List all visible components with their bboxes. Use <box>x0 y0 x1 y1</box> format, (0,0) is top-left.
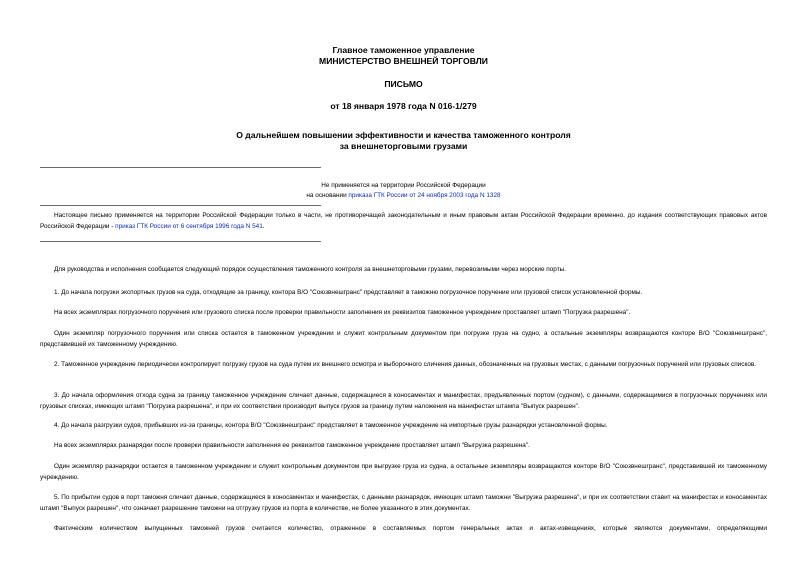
paragraph <box>40 461 767 483</box>
paragraph-text: 1. До начала погрузки экспортных грузов на суда, отходящие за границу, контора В/О "Союзвнешгранс" представляет в таможню погрузочное поручение или грузовой список установленной формы. <box>54 289 643 296</box>
document-type: ПИСЬМО <box>384 79 423 89</box>
separator-line <box>40 167 321 168</box>
document-date-number: от 18 января 1978 года N 016-1/279 <box>330 101 477 111</box>
applicability-note <box>40 210 767 232</box>
paragraph-text: На всех экземплярах погрузочного поручения или грузового списка после проверки правильности заполнения их реквизитов таможенное учреждение проставляет штамп "Погрузка разрешена". <box>54 309 631 316</box>
paragraph-text: Для руководства и исполнения сообщается следующий порядок осуществления таможенного контроля за внешнеторговыми грузами, перевозимыми через морские порты. <box>54 266 567 273</box>
order-1328-link[interactable]: приказа ГТК России от 24 ноября 2003 года N 1328 <box>348 192 501 199</box>
ministry-name: МИНИСТЕРСТВО ВНЕШНЕЙ ТОРГОВЛИ <box>319 56 488 66</box>
status-note-line1: Не применяется на территории Российской Федерации <box>321 182 486 189</box>
paragraph-text: 3. До начала оформления отхода судна за границу таможенное учреждение сличает данные, содержащиеся в коносаментах и манифестах, предъявленных портом (судном), с данными, содержащимися в погрузочных поручениях или грузовых списках, имеющих штамп "Погрузка разрешена", и при их соответствии производит выпуск грузов за границу путем наложения на манифестах штампа "Выпуск разрешен". <box>40 392 767 410</box>
paragraph-text: На всех экземплярах разнарядки после проверки правильности заполнения ее реквизитов таможенное учреждение проставляет штамп "Выгрузка разрешена". <box>54 442 530 449</box>
paragraph-text: Один экземпляр разнарядки остается в таможенном учреждении и служит контрольным документом при выгрузке груза из судна, а остальные экземпляры возвращаются конторе В/О "Союзвнешгранс", представившей их таможенному учреждению. <box>40 463 767 481</box>
paragraph <box>40 523 767 534</box>
paragraph <box>40 307 767 318</box>
agency-name: Главное таможенное управление <box>332 45 475 55</box>
document-title-line1: О дальнейшем повышении эффективности и качества таможенного контроля <box>236 130 571 140</box>
order-541-link[interactable]: приказ ГТК России от 6 сентября 1996 года N 541 <box>115 223 263 230</box>
paragraph-text: 2. Таможенное учреждение периодически контролирует погрузку грузов на суда путем их внешнего осмотра и выборочного сличения данных, обозначенных на грузовых местах, с данными погрузочных поручений или грузовых списков. <box>54 361 757 368</box>
paragraph <box>40 420 767 431</box>
paragraph <box>40 359 767 370</box>
applicability-end: . <box>262 223 265 230</box>
applicability-text: Настоящее письмо применяется на территории Российской Федерации только в части, не противоречащей законодательным и иным правовым актам Российской Федерации временно, до издания соответствующих правовых актов Российской Федерации - <box>40 212 767 230</box>
paragraph-text: 5. По прибытии судов в порт таможня сличает данные, содержащиеся в коносаментах и манифестах, с данными разнарядок, имеющих штамп таможни "Выгрузка разрешена", и при их соответствии ставит на манифестах и коносаментах штамп "Выпуск разрешен", что означает разрешение таможни на отгрузку грузов из порта в количестве, не более указанного в этих документах. <box>40 494 767 512</box>
paragraph <box>40 328 767 350</box>
separator-line <box>40 241 321 242</box>
paragraph-text: Один экземпляр погрузочного поручения или списка остается в таможенном учреждении и служит контрольным документом при погрузке груза на судно, а остальные экземпляры возвращаются конторе В/О "Союзвнешгранс", представившей их таможенному учреждению. <box>40 330 767 348</box>
document-title-line2: за внешнеторговыми грузами <box>339 141 468 151</box>
status-note-prefix: на основании <box>306 192 349 199</box>
paragraph-text: Фактическим количеством выпущенных таможней грузов считается количество, отраженное в составляемых портом генеральных актах и актах-извещениях, которые являются документами, определяющими <box>54 525 767 532</box>
paragraph <box>40 390 767 412</box>
paragraph <box>40 440 767 451</box>
paragraph <box>40 492 767 514</box>
status-note-line2 <box>0 191 807 200</box>
paragraph-text: 4. До начала разгрузки судов, прибывших из-за границы, контора В/О "Союзвнешгранс" представляет в таможенное учреждение на импортные грузы разнарядки установленной формы. <box>54 422 608 429</box>
paragraph <box>40 264 767 275</box>
paragraph <box>40 287 767 298</box>
separator-line <box>40 205 321 206</box>
